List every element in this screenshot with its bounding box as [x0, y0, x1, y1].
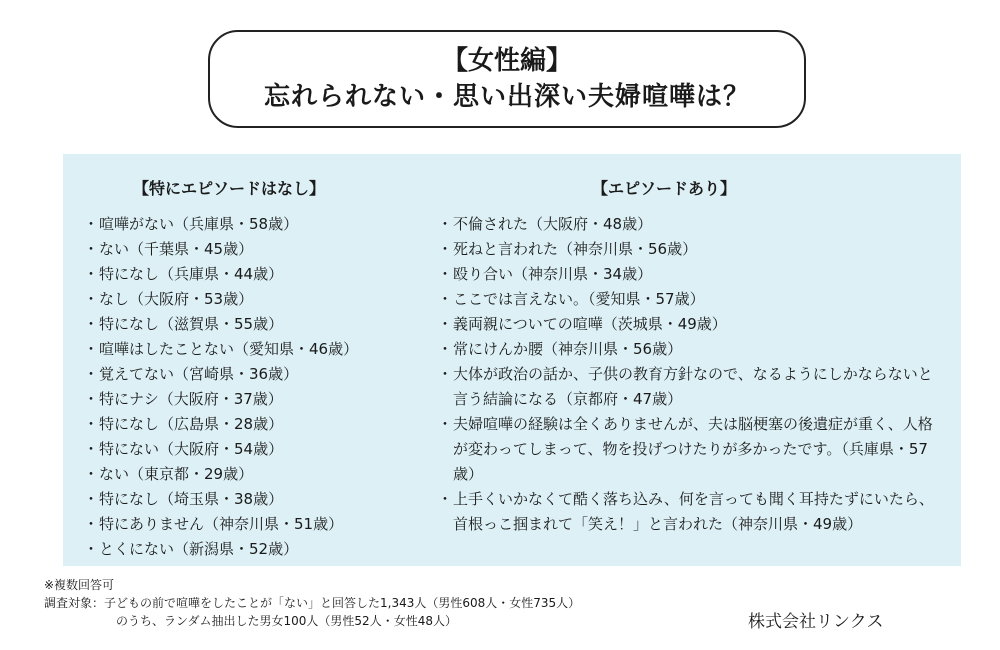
answer-text: 特になし（埼玉県・38歳） [99, 490, 284, 508]
answers-panel [63, 154, 961, 566]
answer-text: 上手くいかなくて酷く落ち込み、何を言っても聞く耳持たずにいたら、首根っこ掴まれて「笑え！」と言われた（神奈川県・49歳） [453, 490, 934, 533]
multiple-answers-note: ※複数回答可 [44, 578, 115, 592]
answer-text: 死ねと言われた（神奈川県・56歳） [453, 240, 698, 258]
bullet-dot: ・ [83, 265, 99, 283]
bullet-dot: ・ [83, 340, 99, 358]
answer-text: ここでは言えない。（愛知県・57歳） [453, 290, 705, 308]
title-category: 【女性編】 [441, 46, 572, 76]
bullet-dot: ・ [437, 315, 453, 333]
answer-text: 喧嘩はしたことない（愛知県・46歳） [99, 340, 359, 358]
answer-text: ない（東京都・29歳） [99, 465, 254, 483]
title-box [208, 30, 806, 128]
bullet-dot: ・ [437, 215, 453, 233]
list-item [437, 237, 947, 262]
bullet-dot: ・ [437, 490, 453, 508]
list-item [437, 412, 947, 487]
no-episode-list [83, 212, 423, 562]
list-item [437, 487, 947, 537]
list-item [83, 437, 423, 462]
bullet-dot: ・ [83, 240, 99, 258]
answer-text: 喧嘩がない（兵庫県・58歳） [99, 215, 299, 233]
list-item [83, 487, 423, 512]
answer-text: とくにない（新潟県・52歳） [99, 540, 299, 558]
answer-text: ない（千葉県・45歳） [99, 240, 254, 258]
list-item [437, 337, 947, 362]
list-item [83, 312, 423, 337]
answer-text: 特になし（滋賀県・55歳） [99, 315, 284, 333]
list-item [437, 287, 947, 312]
list-item [83, 512, 423, 537]
bullet-dot: ・ [437, 265, 453, 283]
list-item [83, 262, 423, 287]
bullet-dot: ・ [437, 415, 453, 433]
list-item [83, 387, 423, 412]
list-item [83, 362, 423, 387]
episode-heading: 【エピソードあり】 [592, 179, 737, 198]
bullet-dot: ・ [83, 390, 99, 408]
bullet-dot: ・ [83, 515, 99, 533]
no-episode-heading: 【特にエピソードはなし】 [133, 179, 326, 198]
bullet-dot: ・ [83, 315, 99, 333]
answer-text: 特になし（兵庫県・44歳） [99, 265, 284, 283]
list-item [83, 412, 423, 437]
bullet-dot: ・ [437, 290, 453, 308]
survey-target-line1: 調査対象：子どもの前で喧嘩をしたことが「ない」と回答した1,343人（男性608人・女性735人） [44, 596, 581, 610]
answer-text: 殴り合い（神奈川県・34歳） [453, 265, 653, 283]
answer-text: 覚えてない（宮崎県・36歳） [99, 365, 299, 383]
list-item [83, 537, 423, 562]
list-item [83, 337, 423, 362]
answer-text: 不倫された（大阪府・48歳） [453, 215, 653, 233]
list-item [437, 312, 947, 337]
answer-text: 義両親についての喧嘩（茨城県・49歳） [453, 315, 727, 333]
bullet-dot: ・ [437, 240, 453, 258]
answer-text: 特になし（広島県・28歳） [99, 415, 284, 433]
company-name: 株式会社リンクス [748, 612, 884, 632]
bullet-dot: ・ [83, 540, 99, 558]
answer-text: 夫婦喧嘩の経験は全くありませんが、夫は脳梗塞の後遺症が重く、人格が変わってしまって、物を投げつけたりが多かったです。（兵庫県・57歳） [453, 415, 933, 483]
answer-text: 大体が政治の話か、子供の教育方針なので、なるようにしかならないと言う結論になる（京都府・47歳） [453, 365, 933, 408]
answer-text: 特にナシ（大阪府・37歳） [99, 390, 283, 408]
list-item [83, 287, 423, 312]
bullet-dot: ・ [83, 415, 99, 433]
title-question: 忘れられない・思い出深い夫婦喧嘩は？ [263, 82, 750, 112]
bullet-dot: ・ [83, 290, 99, 308]
list-item [83, 237, 423, 262]
answer-text: なし（大阪府・53歳） [99, 290, 254, 308]
list-item [437, 262, 947, 287]
survey-footer [44, 576, 580, 630]
bullet-dot: ・ [437, 365, 453, 383]
list-item [83, 212, 423, 237]
survey-target-line2: のうち、ランダム抽出した男女100人（男性52人・女性48人） [116, 614, 457, 628]
bullet-dot: ・ [83, 440, 99, 458]
answer-text: 特にありません（神奈川県・51歳） [99, 515, 344, 533]
bullet-dot: ・ [83, 365, 99, 383]
bullet-dot: ・ [83, 215, 99, 233]
bullet-dot: ・ [437, 340, 453, 358]
list-item [437, 362, 947, 412]
episode-list [437, 212, 947, 537]
list-item [437, 212, 947, 237]
bullet-dot: ・ [83, 465, 99, 483]
answer-text: 特にない（大阪府・54歳） [99, 440, 284, 458]
bullet-dot: ・ [83, 490, 99, 508]
answer-text: 常にけんか腰（神奈川県・56歳） [453, 340, 683, 358]
list-item [83, 462, 423, 487]
